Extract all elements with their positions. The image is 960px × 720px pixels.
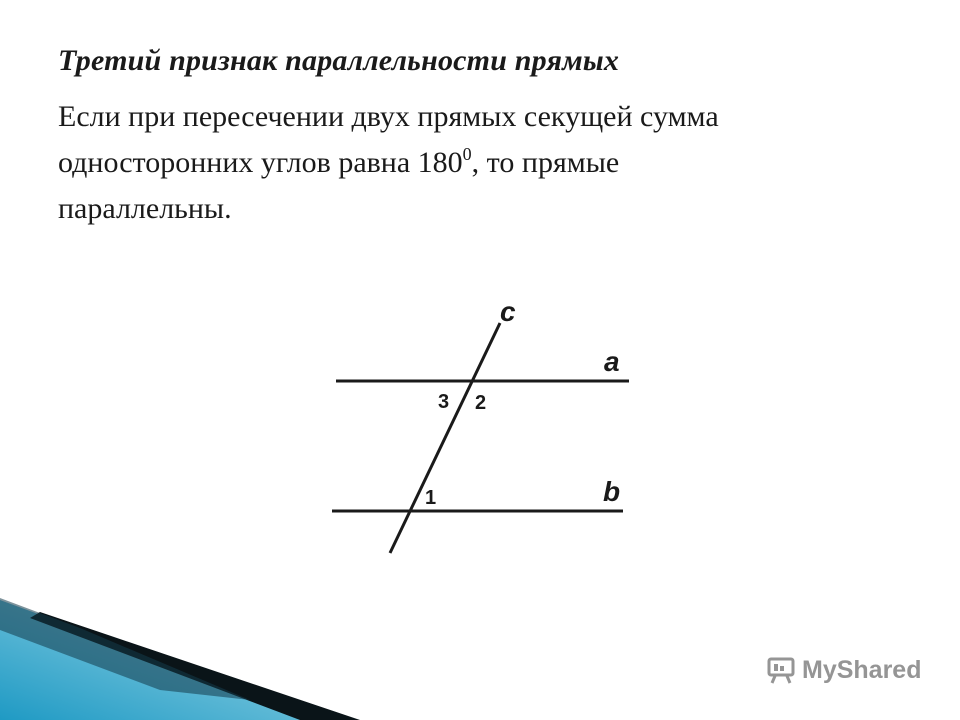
label-a: a bbox=[604, 346, 620, 377]
theorem-line-3: параллельны. bbox=[58, 192, 232, 225]
label-b: b bbox=[603, 476, 621, 507]
angle-label-2: 2 bbox=[475, 392, 487, 414]
label-c: c bbox=[500, 296, 516, 327]
slide-title: Третий признак параллельности прямых bbox=[58, 44, 620, 77]
degree-superscript: 0 bbox=[462, 144, 472, 164]
theorem-line-2-end: , то прямые bbox=[471, 146, 620, 179]
watermark-text: MyShared bbox=[802, 655, 922, 684]
angle-label-3: 3 bbox=[438, 391, 450, 413]
angle-label-1: 1 bbox=[425, 487, 437, 509]
theorem-line-1: Если при пересечении двух прямых секущей сумма bbox=[58, 100, 719, 133]
theorem-line-2-start: односторонних углов равна 180 bbox=[58, 146, 463, 179]
presentation-icon bbox=[766, 655, 796, 685]
line-c-transversal bbox=[390, 323, 500, 553]
watermark bbox=[766, 655, 921, 685]
